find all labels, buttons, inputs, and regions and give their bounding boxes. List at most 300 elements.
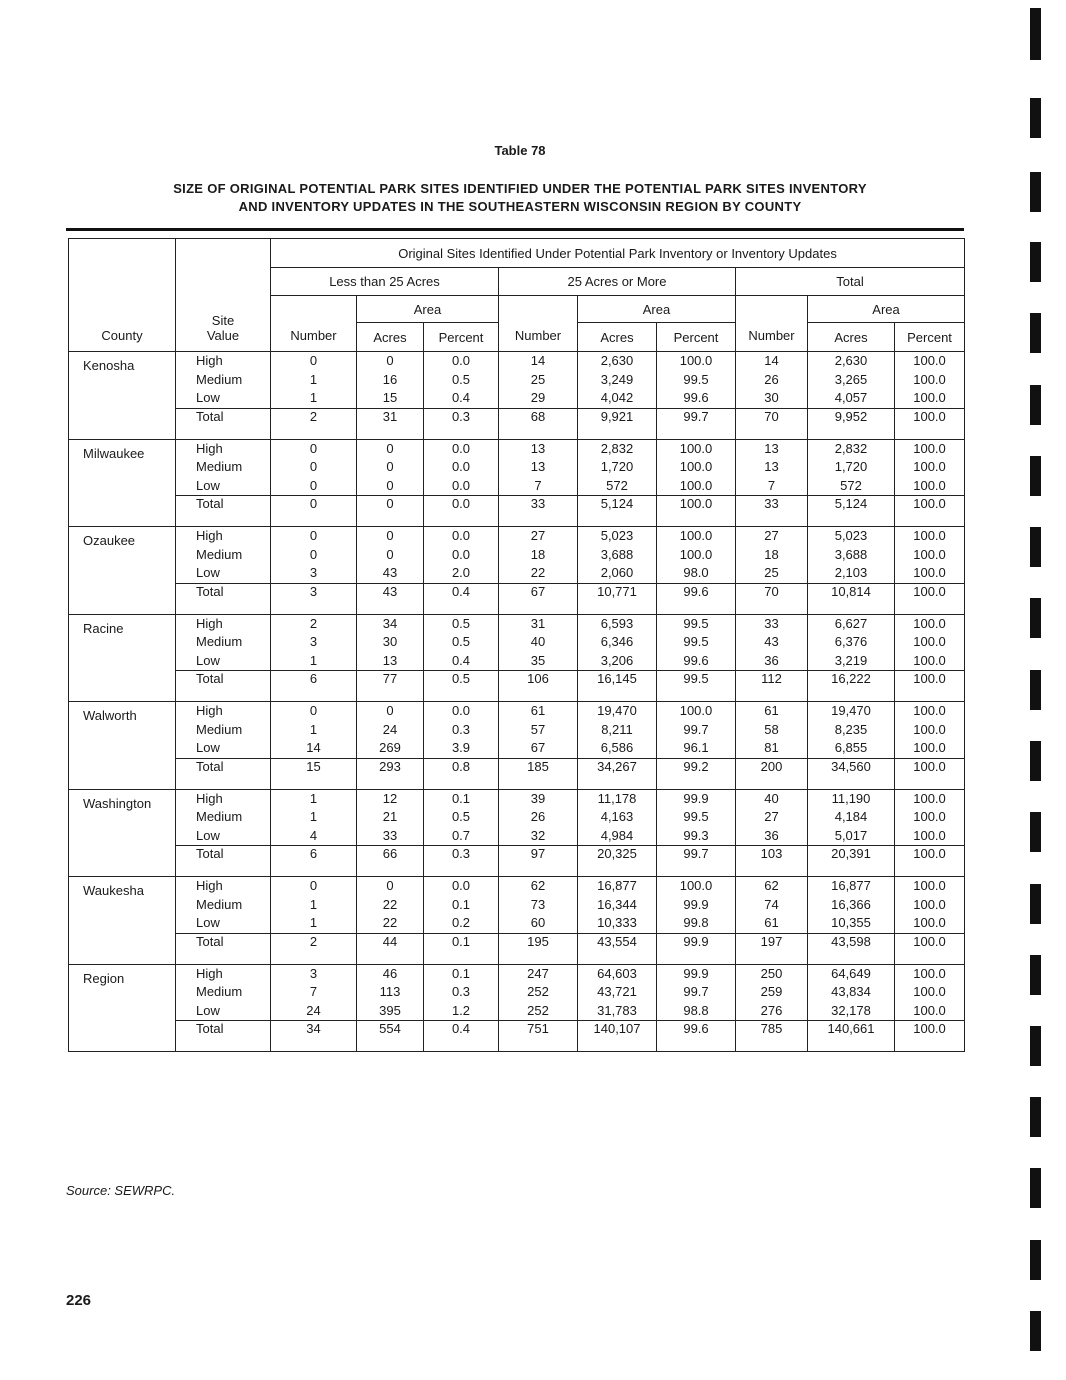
total-value: 43 xyxy=(357,583,424,614)
header-acres: Acres xyxy=(808,323,895,352)
cell-value: 46 xyxy=(382,965,398,981)
total-value: 3 xyxy=(271,583,357,614)
value-cell xyxy=(895,352,965,409)
value-cell xyxy=(271,439,357,496)
title-rule xyxy=(66,228,964,231)
county-data-row xyxy=(69,614,965,671)
cell-value: 99.5 xyxy=(683,371,709,387)
value-cell xyxy=(424,789,499,846)
cell-value: 7 xyxy=(767,477,776,493)
county-name: Washington xyxy=(69,789,176,877)
cell-value: 100.0 xyxy=(913,790,946,806)
value-cell xyxy=(657,789,736,846)
cell-value: 32,178 xyxy=(831,1002,871,1018)
cell-value: 0 xyxy=(386,546,394,562)
total-value: 70 xyxy=(736,408,808,439)
header-acres: Acres xyxy=(357,323,424,352)
value-cell xyxy=(578,877,657,934)
total-value: 9,921 xyxy=(578,408,657,439)
cell-value: 3,688 xyxy=(834,546,868,562)
value-cell xyxy=(357,614,424,671)
cell-value: 16 xyxy=(382,371,398,387)
total-value: 5,124 xyxy=(808,496,895,527)
county-data-row xyxy=(69,702,965,759)
cell-value: 99.5 xyxy=(683,809,709,824)
cell-value: 64,649 xyxy=(831,965,871,981)
value-cell xyxy=(895,964,965,1021)
value-cell xyxy=(808,527,895,584)
cell-value: 6,627 xyxy=(834,615,868,631)
cell-value: 100.0 xyxy=(913,965,946,981)
cell-value: 4,057 xyxy=(834,390,868,405)
site-value-label: Low xyxy=(196,740,220,755)
cell-value: 22 xyxy=(382,915,398,930)
value-cell xyxy=(271,789,357,846)
county-name: Waukesha xyxy=(69,877,176,965)
cell-value: 2,832 xyxy=(834,440,868,456)
total-value: 197 xyxy=(736,933,808,964)
cell-value: 26 xyxy=(530,809,546,824)
cell-value: 40 xyxy=(530,634,546,649)
cell-value: 12 xyxy=(382,790,398,806)
cell-value: 0 xyxy=(309,477,318,493)
cell-value: 62 xyxy=(530,878,546,893)
value-cell xyxy=(578,352,657,409)
total-value: 10,814 xyxy=(808,583,895,614)
cell-value: 100.0 xyxy=(913,565,946,580)
cell-value: 1 xyxy=(309,915,318,930)
cell-value: 11,178 xyxy=(597,790,637,806)
value-cell xyxy=(736,614,808,671)
cell-value: 100.0 xyxy=(913,984,946,999)
total-label: Total xyxy=(176,583,271,614)
cell-value: 18 xyxy=(530,546,546,562)
cell-value: 16,877 xyxy=(597,878,637,893)
cell-value: 98.8 xyxy=(683,1002,709,1018)
cell-value: 1.2 xyxy=(451,1002,471,1018)
cell-value: 67 xyxy=(530,740,546,755)
county-name: Ozaukee xyxy=(69,527,176,615)
cell-value: 0 xyxy=(309,878,318,893)
value-cell xyxy=(578,439,657,496)
cell-value: 113 xyxy=(379,984,401,999)
value-cell xyxy=(895,527,965,584)
total-value: 67 xyxy=(499,583,578,614)
cell-value: 100.0 xyxy=(913,703,946,718)
total-value: 34,267 xyxy=(578,758,657,789)
edge-mark xyxy=(1030,527,1041,567)
total-value: 10,771 xyxy=(578,583,657,614)
total-value: 2 xyxy=(271,933,357,964)
value-cell xyxy=(578,789,657,846)
total-value: 293 xyxy=(357,758,424,789)
county-data-row xyxy=(69,352,965,409)
site-value-label: Low xyxy=(196,827,220,843)
value-cell xyxy=(657,614,736,671)
total-value: 34 xyxy=(271,1021,357,1052)
edge-mark xyxy=(1030,1240,1041,1280)
cell-value: 247 xyxy=(527,965,549,981)
cell-value: 572 xyxy=(840,477,862,493)
cell-value: 100.0 xyxy=(913,371,946,387)
value-cell xyxy=(808,352,895,409)
value-cell xyxy=(736,789,808,846)
total-value: 0 xyxy=(357,496,424,527)
cell-value: 6,593 xyxy=(600,615,634,631)
total-value: 6 xyxy=(271,671,357,702)
cell-value: 6,855 xyxy=(834,740,868,755)
total-value: 0 xyxy=(271,496,357,527)
cell-value: 43,721 xyxy=(597,984,637,999)
header-number: Number xyxy=(736,296,808,352)
total-value: 6 xyxy=(271,846,357,877)
cell-value: 3,688 xyxy=(600,546,634,562)
cell-value: 1 xyxy=(309,809,318,824)
cell-value: 100.0 xyxy=(913,827,946,843)
cell-value: 22 xyxy=(530,565,546,580)
cell-value: 0.1 xyxy=(451,896,471,912)
edge-mark xyxy=(1030,1311,1041,1351)
value-cell xyxy=(499,964,578,1021)
cell-value: 99.7 xyxy=(683,721,709,737)
value-cell xyxy=(357,789,424,846)
cell-value: 0.5 xyxy=(451,371,471,387)
cell-value: 4 xyxy=(309,827,318,843)
cell-value: 0.7 xyxy=(451,827,471,843)
site-value-cell xyxy=(176,789,271,846)
cell-value: 1 xyxy=(309,896,318,912)
total-value: 106 xyxy=(499,671,578,702)
total-value: 70 xyxy=(736,583,808,614)
cell-value: 100.0 xyxy=(913,634,946,649)
header-group-less-25: Less than 25 Acres xyxy=(271,268,499,296)
value-cell xyxy=(808,789,895,846)
total-value: 0.8 xyxy=(424,758,499,789)
cell-value: 32 xyxy=(530,827,546,843)
value-cell xyxy=(808,702,895,759)
value-cell xyxy=(808,877,895,934)
edge-mark xyxy=(1030,8,1041,60)
cell-value: 30 xyxy=(764,390,779,405)
cell-value: 99.7 xyxy=(683,984,709,999)
county-total-row xyxy=(69,1021,965,1052)
total-value: 99.6 xyxy=(657,1021,736,1052)
cell-value: 5,023 xyxy=(834,528,868,543)
cell-value: 276 xyxy=(760,1002,783,1018)
value-cell xyxy=(271,527,357,584)
total-value: 140,107 xyxy=(578,1021,657,1052)
value-cell xyxy=(657,964,736,1021)
total-value: 751 xyxy=(499,1021,578,1052)
site-value-cell xyxy=(176,527,271,584)
cell-value: 100.0 xyxy=(913,353,946,368)
cell-value: 3 xyxy=(309,965,318,981)
site-value-label: Medium xyxy=(196,721,243,737)
cell-value: 43 xyxy=(382,565,398,580)
table-body xyxy=(69,352,965,1052)
cell-value: 0.0 xyxy=(451,459,471,474)
cell-value: 0 xyxy=(386,528,394,543)
table-caption: Table 78 xyxy=(494,143,546,158)
cell-value: 64,603 xyxy=(597,965,637,981)
cell-value: 2.0 xyxy=(451,565,471,580)
value-cell xyxy=(271,702,357,759)
total-label: Total xyxy=(176,933,271,964)
total-value: 77 xyxy=(357,671,424,702)
cell-value: 0.5 xyxy=(451,809,471,824)
value-cell xyxy=(657,877,736,934)
cell-value: 0 xyxy=(386,703,394,718)
cell-value: 0 xyxy=(309,546,318,562)
value-cell xyxy=(736,877,808,934)
total-value: 16,222 xyxy=(808,671,895,702)
cell-value: 4,163 xyxy=(600,809,634,824)
total-value: 20,391 xyxy=(808,846,895,877)
value-cell xyxy=(895,614,965,671)
cell-value: 100.0 xyxy=(679,703,713,718)
county-name: Kenosha xyxy=(69,352,176,440)
total-value: 100.0 xyxy=(895,408,965,439)
value-cell xyxy=(271,964,357,1021)
cell-value: 6,586 xyxy=(600,740,634,755)
value-cell xyxy=(499,702,578,759)
cell-value: 0 xyxy=(309,459,318,474)
cell-value: 0.0 xyxy=(451,703,471,718)
cell-value: 3,206 xyxy=(600,652,634,668)
site-value-label: High xyxy=(196,440,223,456)
cell-value: 61 xyxy=(530,703,546,718)
cell-value: 25 xyxy=(764,565,779,580)
value-cell xyxy=(808,964,895,1021)
header-area: Area xyxy=(578,296,736,323)
total-value: 99.9 xyxy=(657,933,736,964)
value-cell xyxy=(424,964,499,1021)
site-value-label: Low xyxy=(196,1002,220,1018)
site-value-label: High xyxy=(196,615,223,631)
value-cell xyxy=(424,352,499,409)
cell-value: 250 xyxy=(760,965,783,981)
cell-value: 19,470 xyxy=(597,703,637,718)
site-value-label: High xyxy=(196,353,223,368)
site-value-label: Medium xyxy=(196,809,243,824)
cell-value: 27 xyxy=(530,528,546,543)
total-label: Total xyxy=(176,496,271,527)
header-percent: Percent xyxy=(657,323,736,352)
header-group-total: Total xyxy=(736,268,965,296)
value-cell xyxy=(895,877,965,934)
county-name: Region xyxy=(69,964,176,1052)
cell-value: 100.0 xyxy=(679,878,713,893)
value-cell xyxy=(357,439,424,496)
cell-value: 24 xyxy=(306,1002,321,1018)
total-value: 33 xyxy=(499,496,578,527)
edge-mark xyxy=(1030,1097,1041,1137)
cell-value: 99.5 xyxy=(683,634,709,649)
cell-value: 36 xyxy=(764,652,779,668)
total-value: 2 xyxy=(271,408,357,439)
data-table xyxy=(68,238,965,1052)
cell-value: 0.3 xyxy=(451,984,471,999)
total-value: 0.5 xyxy=(424,671,499,702)
cell-value: 13 xyxy=(382,652,398,668)
cell-value: 16,877 xyxy=(831,878,871,893)
total-value: 785 xyxy=(736,1021,808,1052)
cell-value: 0.0 xyxy=(451,353,471,368)
cell-value: 100.0 xyxy=(913,528,946,543)
edge-mark xyxy=(1030,955,1041,995)
value-cell xyxy=(357,964,424,1021)
cell-value: 81 xyxy=(764,740,779,755)
value-cell xyxy=(736,439,808,496)
cell-value: 31 xyxy=(530,615,546,631)
total-value: 200 xyxy=(736,758,808,789)
header-site-value xyxy=(176,239,271,352)
cell-value: 30 xyxy=(382,634,398,649)
total-value: 43,554 xyxy=(578,933,657,964)
site-value-label: Low xyxy=(196,652,220,668)
cell-value: 269 xyxy=(379,740,401,755)
site-value-cell xyxy=(176,877,271,934)
cell-value: 0.1 xyxy=(451,790,471,806)
header-percent: Percent xyxy=(895,323,965,352)
total-value: 97 xyxy=(499,846,578,877)
cell-value: 1 xyxy=(309,790,318,806)
cell-value: 99.9 xyxy=(683,896,709,912)
site-value-label: High xyxy=(196,703,223,718)
cell-value: 2,103 xyxy=(834,565,868,580)
header-acres: Acres xyxy=(578,323,657,352)
county-total-row xyxy=(69,583,965,614)
edge-mark xyxy=(1030,884,1041,924)
cell-value: 6,346 xyxy=(600,634,634,649)
total-value: 33 xyxy=(736,496,808,527)
cell-value: 395 xyxy=(379,1002,401,1018)
site-value-label: High xyxy=(196,528,223,543)
cell-value: 1,720 xyxy=(600,459,634,474)
cell-value: 43 xyxy=(764,634,779,649)
value-cell xyxy=(271,352,357,409)
cell-value: 3,219 xyxy=(834,652,868,668)
value-cell xyxy=(424,439,499,496)
cell-value: 10,333 xyxy=(597,915,637,930)
value-cell xyxy=(578,964,657,1021)
total-value: 9,952 xyxy=(808,408,895,439)
value-cell xyxy=(271,877,357,934)
cell-value: 31,783 xyxy=(597,1002,637,1018)
cell-value: 0.5 xyxy=(451,615,471,631)
cell-value: 4,984 xyxy=(600,827,634,843)
value-cell xyxy=(499,877,578,934)
value-cell xyxy=(357,352,424,409)
total-label: Total xyxy=(176,671,271,702)
cell-value: 100.0 xyxy=(913,459,946,474)
cell-value: 73 xyxy=(530,896,546,912)
total-label: Total xyxy=(176,408,271,439)
total-value: 100.0 xyxy=(895,496,965,527)
total-value: 43,598 xyxy=(808,933,895,964)
cell-value: 61 xyxy=(764,703,779,718)
total-value: 112 xyxy=(736,671,808,702)
cell-value: 5,023 xyxy=(600,528,634,543)
cell-value: 99.9 xyxy=(683,965,709,981)
value-cell xyxy=(357,702,424,759)
value-cell xyxy=(657,352,736,409)
total-value: 0.0 xyxy=(424,496,499,527)
cell-value: 26 xyxy=(764,371,779,387)
cell-value: 0 xyxy=(386,878,394,893)
cell-value: 572 xyxy=(606,477,628,493)
total-value: 195 xyxy=(499,933,578,964)
cell-value: 24 xyxy=(382,721,398,737)
cell-value: 1 xyxy=(309,371,318,387)
value-cell xyxy=(357,877,424,934)
county-total-row xyxy=(69,758,965,789)
title-line: AND INVENTORY UPDATES IN THE SOUTHEASTERN WISCONSIN REGION BY COUNTY xyxy=(238,199,802,214)
county-total-row xyxy=(69,933,965,964)
value-cell xyxy=(736,352,808,409)
cell-value: 0 xyxy=(386,353,394,368)
cell-value: 2,630 xyxy=(834,353,868,368)
value-cell xyxy=(424,614,499,671)
total-value: 66 xyxy=(357,846,424,877)
cell-value: 61 xyxy=(764,915,779,930)
cell-value: 13 xyxy=(530,440,546,456)
total-value: 34,560 xyxy=(808,758,895,789)
cell-value: 100.0 xyxy=(913,652,946,668)
edge-mark xyxy=(1030,242,1041,282)
total-value: 100.0 xyxy=(895,583,965,614)
cell-value: 0 xyxy=(309,528,318,543)
cell-value: 1 xyxy=(309,721,318,737)
cell-value: 57 xyxy=(530,721,546,737)
cell-value: 100.0 xyxy=(913,809,946,824)
county-total-row xyxy=(69,846,965,877)
cell-value: 27 xyxy=(764,809,779,824)
value-cell xyxy=(657,527,736,584)
county-name: Milwaukee xyxy=(69,439,176,527)
total-value: 100.0 xyxy=(895,758,965,789)
site-value-cell xyxy=(176,964,271,1021)
edge-mark xyxy=(1030,812,1041,852)
cell-value: 1,720 xyxy=(834,459,868,474)
cell-value: 96.1 xyxy=(683,740,709,755)
cell-value: 60 xyxy=(530,915,546,930)
site-value-cell xyxy=(176,352,271,409)
value-cell xyxy=(895,702,965,759)
site-value-label: Medium xyxy=(196,634,243,649)
cell-value: 252 xyxy=(527,984,549,999)
total-value: 185 xyxy=(499,758,578,789)
cell-value: 0 xyxy=(309,703,318,718)
county-name: Racine xyxy=(69,614,176,702)
county-data-row xyxy=(69,789,965,846)
cell-value: 99.5 xyxy=(683,615,709,631)
cell-value: 0.2 xyxy=(451,915,471,930)
cell-value: 0.0 xyxy=(451,878,471,893)
county-name: Walworth xyxy=(69,702,176,790)
value-cell xyxy=(424,877,499,934)
edge-mark xyxy=(1030,98,1041,138)
county-data-row xyxy=(69,964,965,1021)
cell-value: 2,630 xyxy=(600,353,634,368)
site-value-label: Medium xyxy=(196,984,243,999)
header-area: Area xyxy=(357,296,499,323)
cell-value: 0.0 xyxy=(451,528,471,543)
edge-mark xyxy=(1030,1026,1041,1066)
cell-value: 43,834 xyxy=(831,984,871,999)
value-cell xyxy=(424,702,499,759)
cell-value: 34 xyxy=(382,615,398,631)
